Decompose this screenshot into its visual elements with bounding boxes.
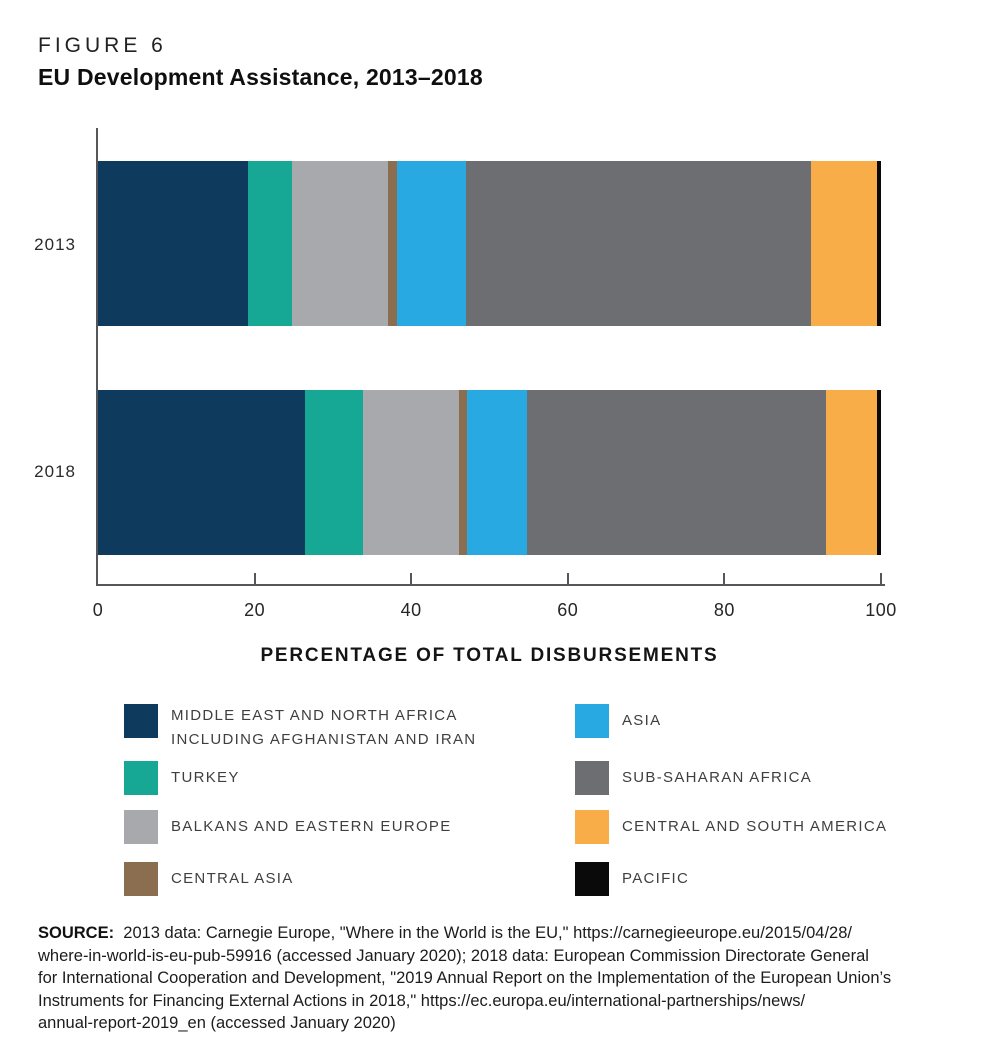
- x-tick-mark: [254, 573, 256, 584]
- source-label: SOURCE:: [38, 924, 115, 942]
- x-tick-mark: [723, 573, 725, 584]
- stacked-bar-2018: [98, 390, 881, 555]
- x-tick-label: 80: [713, 600, 735, 620]
- x-tick-mark: [567, 573, 569, 584]
- x-tick-mark: [410, 573, 412, 584]
- legend-label: CENTRAL ASIA: [171, 870, 294, 887]
- bar-segment: [363, 390, 459, 555]
- figure-kicker: FIGURE 6: [38, 34, 167, 57]
- legend-label: SUB-SAHARAN AFRICA: [622, 769, 813, 786]
- legend-item: [124, 761, 240, 795]
- legend-swatch: [575, 761, 609, 795]
- x-tick-mark: [880, 573, 882, 584]
- bar-segment: [459, 390, 467, 555]
- bar-segment: [467, 390, 527, 555]
- bar-segment: [305, 390, 363, 555]
- bar-segment: [466, 161, 811, 326]
- x-tick-label: 60: [557, 600, 579, 620]
- legend-label: ASIA: [622, 712, 662, 729]
- legend-item: [124, 810, 452, 844]
- legend-swatch: [124, 704, 158, 738]
- source-line: SOURCE: 2013 data: Carnegie Europe, "Where in the World is the EU," https://carnegieeurope.eu/2015/04/28/: [38, 924, 852, 942]
- legend-swatch: [575, 704, 609, 738]
- bar-segment: [292, 161, 388, 326]
- bar-segment: [527, 390, 826, 555]
- bar-segment: [388, 161, 397, 326]
- x-tick-label: 20: [244, 600, 266, 620]
- bar-segment: [826, 390, 877, 555]
- legend-item: [575, 810, 887, 844]
- legend-item: [575, 862, 689, 896]
- legend-label: PACIFIC: [622, 870, 690, 887]
- bar-segment: [397, 161, 466, 326]
- category-label-2013: 2013: [34, 235, 76, 254]
- source-line: for International Cooperation and Development, "2019 Annual Report on the Implementation of the European Union’s: [38, 969, 892, 987]
- x-axis-line: [96, 584, 885, 586]
- x-axis-title: PERCENTAGE OF TOTAL DISBURSEMENTS: [260, 645, 719, 666]
- source-line: Instruments for Financing External Actions in 2018," https://ec.europa.eu/international-partnerships/news/: [38, 991, 806, 1010]
- bar-segment: [98, 161, 248, 326]
- legend-swatch: [124, 810, 158, 844]
- legend-label: BALKANS AND EASTERN EUROPE: [171, 818, 452, 835]
- bar-segment: [877, 161, 881, 326]
- legend-item: [575, 704, 661, 738]
- source-note: [38, 922, 938, 1035]
- legend-swatch: [124, 761, 158, 795]
- x-tick-label: 100: [865, 600, 897, 620]
- bar-segment: [98, 390, 305, 555]
- bar-segment: [811, 161, 877, 326]
- source-line: annual-report-2019_en (accessed January 2020): [38, 1014, 396, 1032]
- x-tick-label: 0: [92, 600, 104, 620]
- legend-swatch: [575, 862, 609, 896]
- legend-item: [575, 761, 812, 795]
- x-tick-label: 40: [400, 600, 422, 620]
- legend-swatch: [575, 810, 609, 844]
- legend-label: CENTRAL AND SOUTH AMERICA: [622, 818, 888, 835]
- legend-swatch: [124, 862, 158, 896]
- legend-label: TURKEY: [171, 769, 240, 786]
- stacked-bar-2013: [98, 161, 881, 326]
- bar-segment: [248, 161, 292, 326]
- legend-item: [124, 704, 476, 752]
- source-line: where-in-world-is-eu-pub-59916 (accessed January 2020); 2018 data: European Commission Directorate General: [38, 946, 869, 965]
- figure-title: EU Development Assistance, 2013–2018: [38, 64, 483, 90]
- legend-label: MIDDLE EAST AND NORTH AFRICA INCLUDING AFGHANISTAN AND IRAN: [171, 707, 477, 748]
- bar-segment: [877, 390, 881, 555]
- category-label-2018: 2018: [34, 462, 76, 481]
- legend-item: [124, 862, 294, 896]
